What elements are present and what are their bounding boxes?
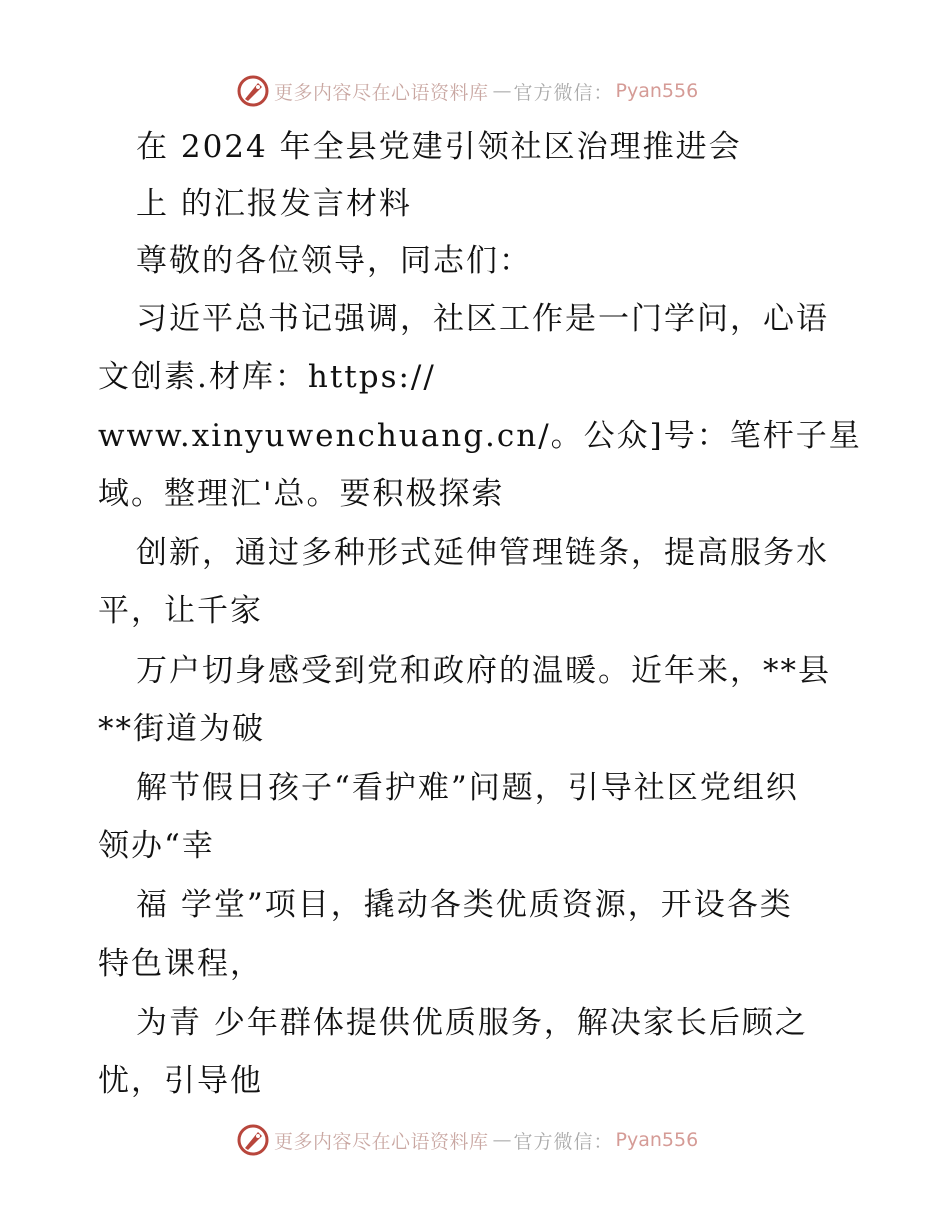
paragraph-line: 创新，通过多种形式延伸管理链条，提高服务水 [136,535,829,571]
paragraph-line: 万户切身感受到党和政府的温暖。近年来，**县 [136,653,831,689]
paragraph-line: 忧，引导他 [98,1063,263,1099]
paragraph-line: 为青 少年群体提供优质服务，解决家长后顾之 [136,1005,808,1041]
pen-nib-logo-icon [236,1123,270,1157]
watermark-separator: — [492,80,510,102]
paragraph-line: 特色课程， [98,946,263,982]
watermark-text: 更多内容尽在心语资料库 [274,81,489,104]
watermark-label: 官方微信： [513,1130,614,1153]
document-title-line-2: 上 的汇报发言材料 [136,186,412,222]
paragraph-line: 平，让千家 [98,593,263,629]
paragraph-line: 域。整理汇'总。要积极探索 [98,476,505,512]
paragraph-line: www.xinyuwenchuang.cn/。公众]号：笔杆子星 [98,418,862,454]
paragraph-line: **街道为破 [98,711,265,747]
document-title-line-1: 在 2024 年全县党建引领社区治理推进会 [136,129,742,165]
paragraph-line: 福 学堂”项目，撬动各类优质资源，开设各类 [136,887,793,923]
paragraph-line: 领办“幸 [98,828,215,864]
watermark-header [236,74,698,108]
pen-nib-logo-icon [236,74,270,108]
watermark-footer [236,1123,698,1157]
paragraph-line: 解节假日孩子“看护难”问题，引导社区党组织 [136,770,799,806]
watermark-text: 更多内容尽在心语资料库 [274,1130,489,1153]
watermark-label: 官方微信： [513,81,614,104]
paragraph-line: 文创素.材库：https:// [98,359,436,395]
watermark-id: Pyan556 [615,80,699,102]
paragraph-line: 习近平总书记强调，社区工作是一门学问，心语 [136,301,829,337]
watermark-id: Pyan556 [615,1129,699,1151]
watermark-separator: — [492,1129,510,1151]
salutation: 尊敬的各位领导，同志们： [136,243,532,279]
